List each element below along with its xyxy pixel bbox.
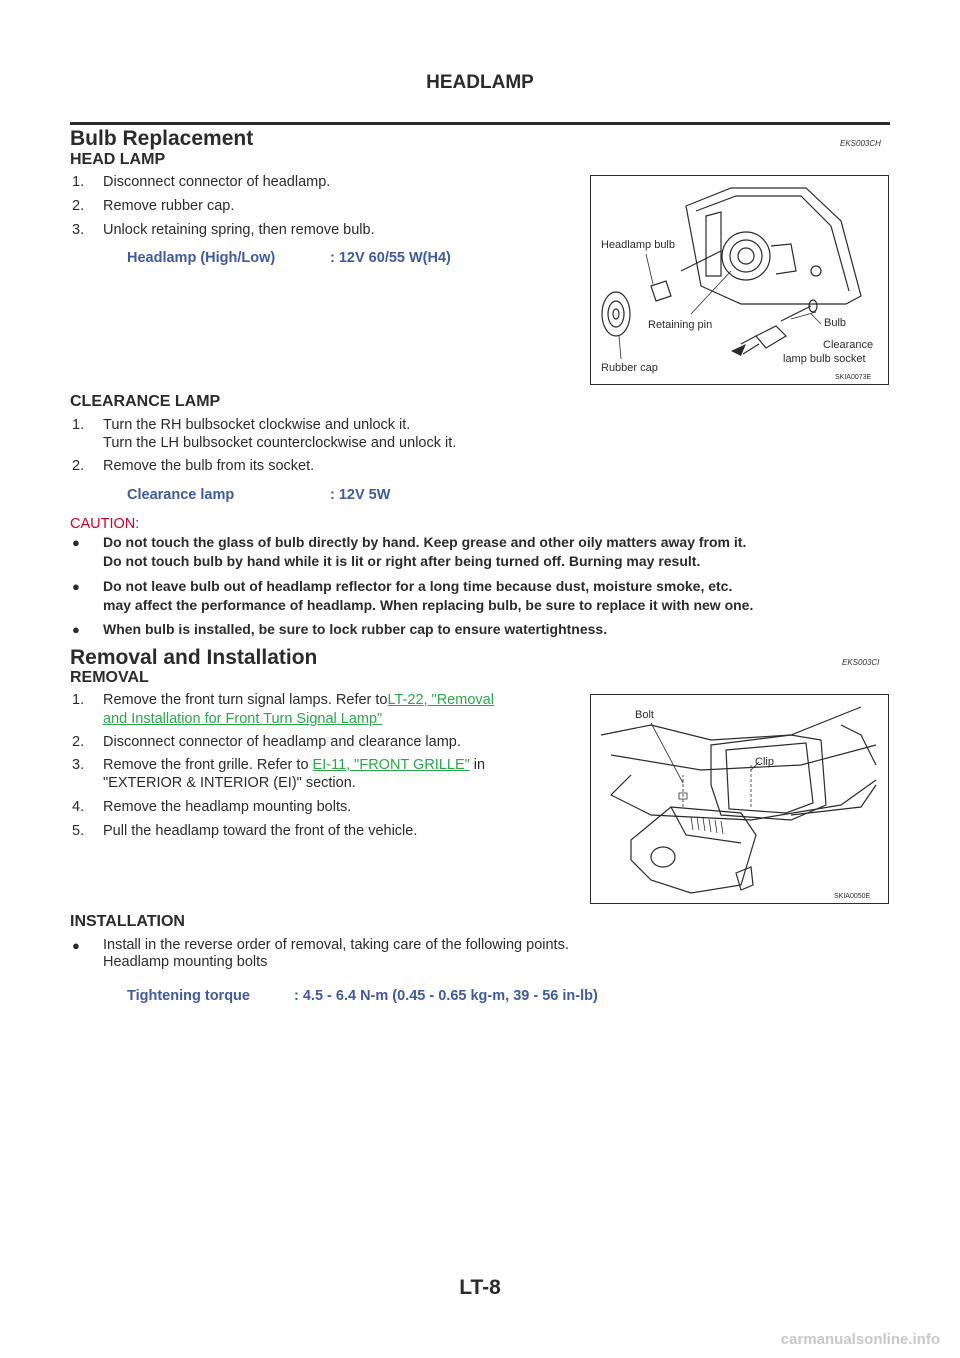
list-item: 4. Remove the headlamp mounting bolts. (72, 799, 352, 815)
spec-value: : 4.5 - 6.4 N-m (0.45 - 0.65 kg-m, 39 - 56 in-lb) (294, 988, 598, 1004)
subsection-title-removal: REMOVAL (70, 669, 149, 686)
page-header-title: HEADLAMP (426, 72, 534, 93)
bullet-icon: ● (72, 535, 80, 550)
bullet-icon: ● (72, 579, 80, 594)
caution-item: ● When bulb is installed, be sure to lock rubber cap to ensure watertightness. (72, 621, 608, 637)
figure-headlamp-removal (590, 694, 889, 904)
subsection-title-head-lamp: HEAD LAMP (70, 151, 166, 168)
list-item: 1. Disconnect connector of headlamp. (72, 174, 331, 190)
list-item: 2. Disconnect connector of headlamp and clearance lamp. (72, 734, 461, 750)
figure-code: SKIA0073E (835, 374, 872, 381)
figure-headlamp-bulb (590, 175, 889, 385)
removal-diagram (591, 695, 888, 903)
caution-item: ● Do not leave bulb out of headlamp reflector for a long time because dust, moisture smoke, etc. may affect the performance of headlamp. When replacing bulb, be sure to replace it with new one. (72, 578, 754, 613)
bullet-icon: ● (72, 622, 80, 637)
section-title-removal-installation: Removal and Installation (70, 646, 318, 669)
spec-value: : 12V 60/55 W(H4) (330, 250, 451, 266)
list-item: 2. Remove the bulb from its socket. (72, 458, 315, 474)
page-number: LT-8 (459, 1276, 501, 1299)
list-item: 3. Unlock retaining spring, then remove bulb. (72, 222, 375, 238)
label-clearance: Clearance (823, 339, 874, 351)
label-clip: Clip (755, 756, 774, 768)
link-lt-22[interactable]: LT-22, "Removal (387, 692, 494, 708)
installation-item: ● Install in the reverse order of removal, taking care of the following points. Headlamp mounting bolts (72, 937, 569, 970)
label-lamp-bulb-socket: lamp bulb socket (783, 353, 866, 365)
label-retaining-pin: Retaining pin (648, 319, 713, 331)
bullet-icon: ● (72, 938, 80, 953)
list-item: 5. Pull the headlamp toward the front of the vehicle. (72, 823, 418, 839)
watermark: carmanualsonline.info (780, 1331, 940, 1348)
label-bolt: Bolt (635, 709, 654, 721)
label-headlamp-bulb: Headlamp bulb (601, 239, 675, 251)
list-item: 1. Remove the front turn signal lamps. Refer toLT-22, "Removal and Installation for Front Turn Signal Lamp" (72, 692, 494, 727)
list-item: 2. Remove rubber cap. (72, 198, 235, 214)
spec-label: Clearance lamp (127, 487, 235, 503)
header-rule (70, 122, 890, 125)
subsection-title-clearance-lamp: CLEARANCE LAMP (70, 393, 221, 410)
section-title-bulb-replacement: Bulb Replacement (70, 127, 254, 150)
label-bulb: Bulb (824, 317, 847, 329)
figure-code: SKIA0050E (834, 893, 871, 900)
list-item: 3. Remove the front grille. Refer to EI-11, "FRONT GRILLE" in "EXTERIOR & INTERIOR (EI)" section. (72, 757, 486, 791)
spec-label: Headlamp (High/Low) (127, 250, 276, 266)
caution-label: CAUTION: (70, 516, 140, 532)
link-lt-22-cont[interactable]: and Installation for Front Turn Signal Lamp" (103, 711, 383, 727)
spec-label: Tightening torque (127, 988, 250, 1004)
subsection-title-installation: INSTALLATION (70, 913, 185, 930)
link-ei-11[interactable]: EI-11, "FRONT GRILLE" (312, 757, 470, 773)
section-code: EKS003CI (842, 658, 880, 667)
list-item: 1. Turn the RH bulbsocket clockwise and unlock it. Turn the LH bulbsocket counterclockwise and unlock it. (72, 417, 457, 451)
spec-value: : 12V 5W (330, 487, 391, 503)
caution-item: ● Do not touch the glass of bulb directly by hand. Keep grease and other oily matters away from it. Do not touch bulb by hand while it is lit or right after being turned off. Burning may result. (72, 534, 747, 569)
section-code: EKS003CH (840, 139, 881, 148)
label-rubber-cap: Rubber cap (601, 362, 658, 374)
